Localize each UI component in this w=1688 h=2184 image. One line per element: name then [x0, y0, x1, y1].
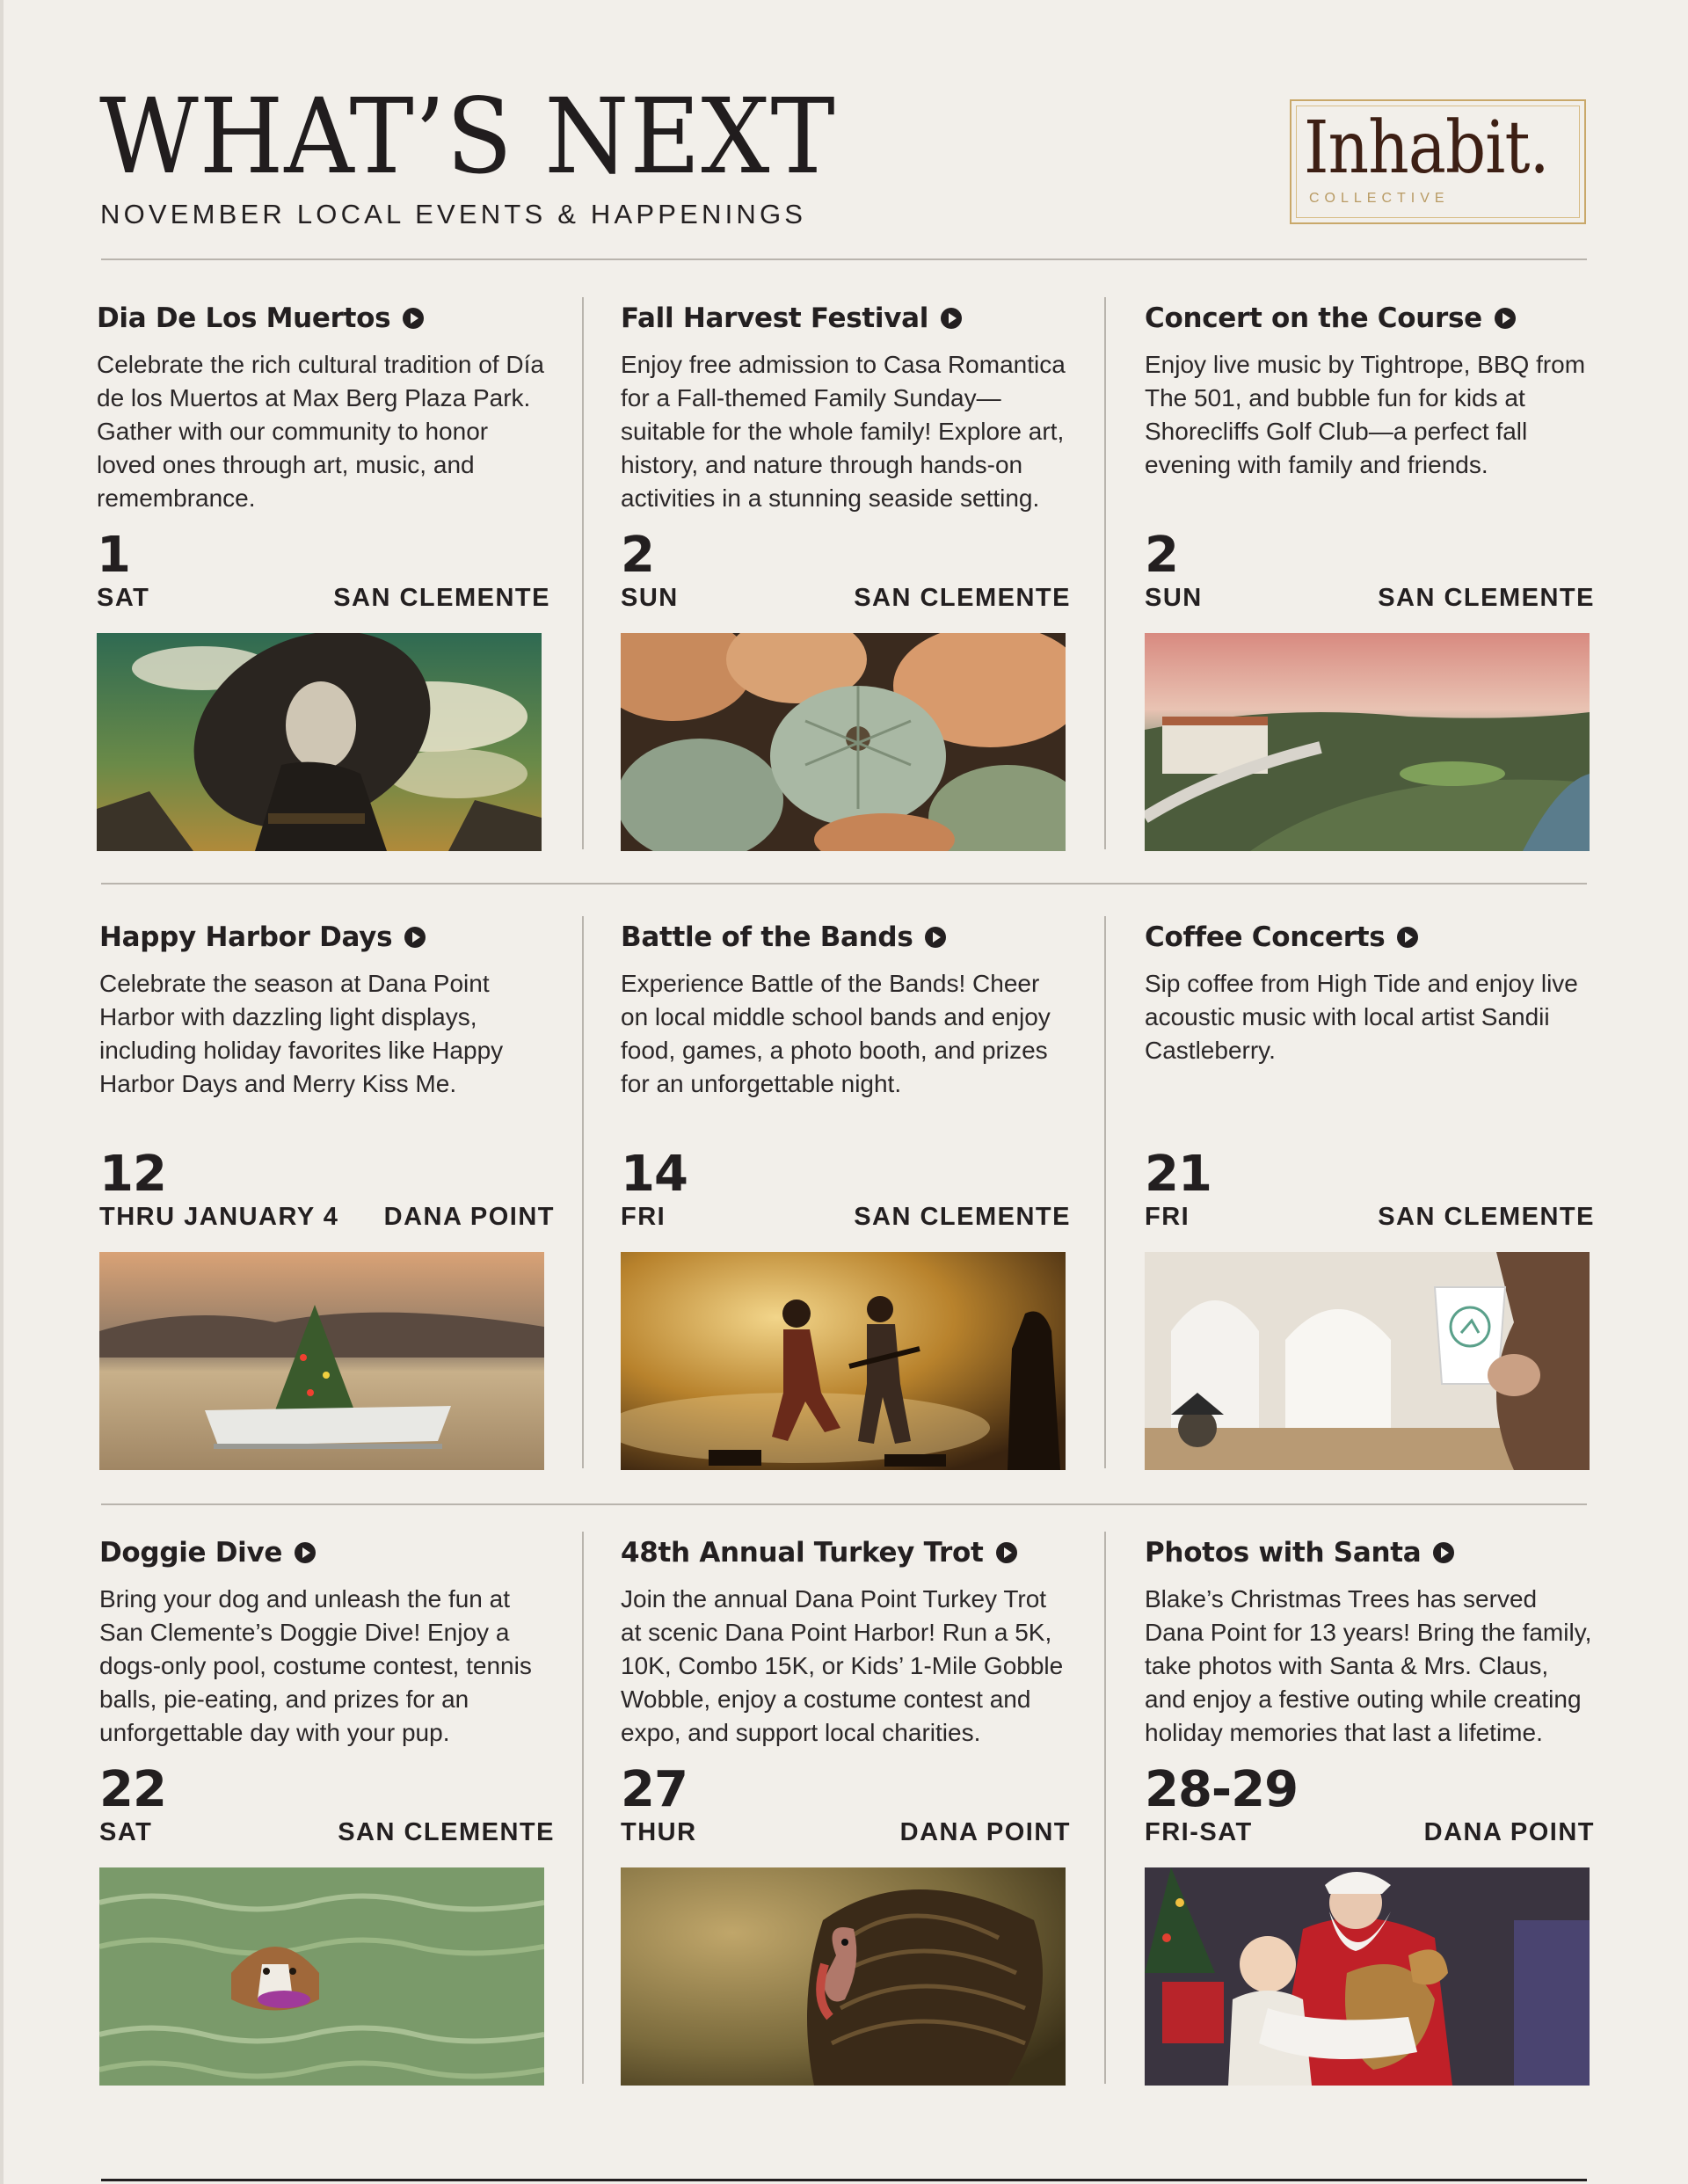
event-day: FRI — [1145, 1203, 1190, 1231]
event-day: SAT — [99, 1818, 153, 1846]
column-divider — [582, 1532, 584, 2084]
event-day: THRU JANUARY 4 — [99, 1203, 339, 1231]
pumpkins-photo — [621, 633, 1066, 851]
divider-row-1 — [101, 883, 1587, 885]
event-description: Enjoy free admission to Casa Romantica for a Fall-themed Family Sunday—suitable for the whole family! Explore art, history, and nature through hands-on activities in a stunning seaside setting. — [621, 351, 1066, 512]
event-description: Blake’s Christmas Trees has served Dana Point for 13 years! Bring the family, take photos with Santa & Mrs. Claus, and enjoy a festive outing while creating holiday memories that last a lifetime. — [1145, 1585, 1592, 1746]
event-day: FRI — [621, 1203, 666, 1231]
event-description: Sip coffee from High Tide and enjoy live acoustic music with local artist Sandii Castleberry. — [1145, 970, 1578, 1064]
play-arrow-icon[interactable] — [941, 308, 962, 329]
event-title[interactable]: Happy Harbor Days — [99, 920, 548, 955]
coffee-cup-photo — [1145, 1252, 1590, 1470]
play-arrow-icon[interactable] — [1495, 308, 1516, 329]
play-arrow-icon[interactable] — [403, 308, 424, 329]
event-card[interactable] — [97, 301, 550, 855]
play-arrow-icon[interactable] — [1397, 927, 1418, 948]
event-day: SUN — [1145, 584, 1203, 612]
event-day: FRI-SAT — [1145, 1818, 1253, 1846]
event-card[interactable] — [1145, 1535, 1593, 2089]
turkey-photo — [621, 1867, 1066, 2086]
event-card[interactable] — [99, 920, 555, 1474]
event-description: Experience Battle of the Bands! Cheer on local middle school bands and enjoy food, games, a photo booth, and prizes for an unforgettable night. — [621, 970, 1051, 1097]
column-divider — [582, 916, 584, 1468]
event-day: SAT — [97, 584, 150, 612]
play-arrow-icon[interactable] — [925, 927, 946, 948]
event-date: 2 — [1145, 527, 1178, 584]
event-description: Celebrate the season at Dana Point Harbor with dazzling light displays, including holiday favorites like Happy Harbor Days and Merry Kiss Me. — [99, 970, 504, 1097]
event-date: 22 — [99, 1761, 166, 1818]
event-card[interactable] — [1145, 920, 1593, 1474]
event-card[interactable] — [621, 920, 1069, 1474]
column-divider — [1104, 297, 1106, 849]
page-subtitle: NOVEMBER LOCAL EVENTS & HAPPENINGS — [100, 199, 807, 229]
divider-row-2 — [101, 1503, 1587, 1505]
event-description: Enjoy live music by Tightrope, BBQ from The 501, and bubble fun for kids at Shorecliffs Golf Club—a perfect fall evening with family and friends. — [1145, 351, 1586, 478]
event-title[interactable]: Fall Harvest Festival — [621, 301, 1069, 336]
play-arrow-icon[interactable] — [295, 1542, 316, 1563]
event-title[interactable]: Dia De Los Muertos — [97, 301, 545, 336]
event-description: Join the annual Dana Point Turkey Trot at scenic Dana Point Harbor! Run a 5K, 10K, Combo 15K, or Kids’ 1-Mile Gobble Wobble, enjoy a costume contest and expo, and support local charities. — [621, 1585, 1064, 1746]
event-location: SAN CLEMENTE — [1378, 584, 1595, 612]
event-date: 12 — [99, 1146, 166, 1203]
santa-photo — [1145, 1867, 1590, 2086]
event-card[interactable] — [99, 1535, 555, 2089]
event-title[interactable]: Concert on the Course — [1145, 301, 1593, 336]
golf-course-photo — [1145, 633, 1590, 851]
column-divider — [1104, 916, 1106, 1468]
event-description: Bring your dog and unleash the fun at San Clemente’s Doggie Dive! Enjoy a dogs-only pool, costume contest, tennis balls, pie-eating, and prizes for an unforgettable day with your pup. — [99, 1585, 532, 1746]
page-title: WHAT’S NEXT — [99, 76, 836, 197]
event-location: SAN CLEMENTE — [333, 584, 550, 612]
event-location: DANA POINT — [899, 1818, 1071, 1846]
logo-wordmark: Inhabit. — [1304, 106, 1549, 190]
event-card[interactable] — [621, 1535, 1069, 2089]
play-arrow-icon[interactable] — [1433, 1542, 1454, 1563]
swimming-dog-photo — [99, 1867, 544, 2086]
event-date: 14 — [621, 1146, 688, 1203]
event-day: THUR — [621, 1818, 697, 1846]
event-date: 1 — [97, 527, 130, 584]
logo-subtext: COLLECTIVE — [1309, 191, 1450, 206]
event-title[interactable]: Doggie Dive — [99, 1535, 548, 1570]
event-date: 27 — [621, 1761, 688, 1818]
catrina-photo — [97, 633, 542, 851]
inhabit-logo[interactable] — [1290, 99, 1586, 224]
event-day: SUN — [621, 584, 679, 612]
event-title[interactable]: Coffee Concerts — [1145, 920, 1593, 955]
event-title[interactable]: Battle of the Bands — [621, 920, 1069, 955]
event-location: SAN CLEMENTE — [854, 584, 1071, 612]
column-divider — [1104, 1532, 1106, 2084]
column-divider — [582, 297, 584, 849]
divider-bottom — [101, 2179, 1587, 2181]
event-card[interactable] — [1145, 301, 1593, 855]
event-date: 21 — [1145, 1146, 1211, 1203]
divider-header — [101, 258, 1587, 260]
event-location: DANA POINT — [383, 1203, 555, 1231]
event-date: 2 — [621, 527, 654, 584]
play-arrow-icon[interactable] — [404, 927, 426, 948]
event-location: SAN CLEMENTE — [338, 1818, 555, 1846]
event-location: DANA POINT — [1423, 1818, 1595, 1846]
boat-tree-photo — [99, 1252, 544, 1470]
event-card[interactable] — [621, 301, 1069, 855]
event-description: Celebrate the rich cultural tradition of Día de los Muertos at Max Berg Plaza Park. Gather with our community to honor loved ones through art, music, and remembrance. — [97, 351, 544, 512]
event-title[interactable]: Photos with Santa — [1145, 1535, 1593, 1570]
event-title[interactable]: 48th Annual Turkey Trot — [621, 1535, 1069, 1570]
event-location: SAN CLEMENTE — [854, 1203, 1071, 1231]
play-arrow-icon[interactable] — [996, 1542, 1017, 1563]
event-date: 28-29 — [1145, 1761, 1299, 1818]
page-edge — [0, 0, 4, 2184]
band-stage-photo — [621, 1252, 1066, 1470]
event-location: SAN CLEMENTE — [1378, 1203, 1595, 1231]
